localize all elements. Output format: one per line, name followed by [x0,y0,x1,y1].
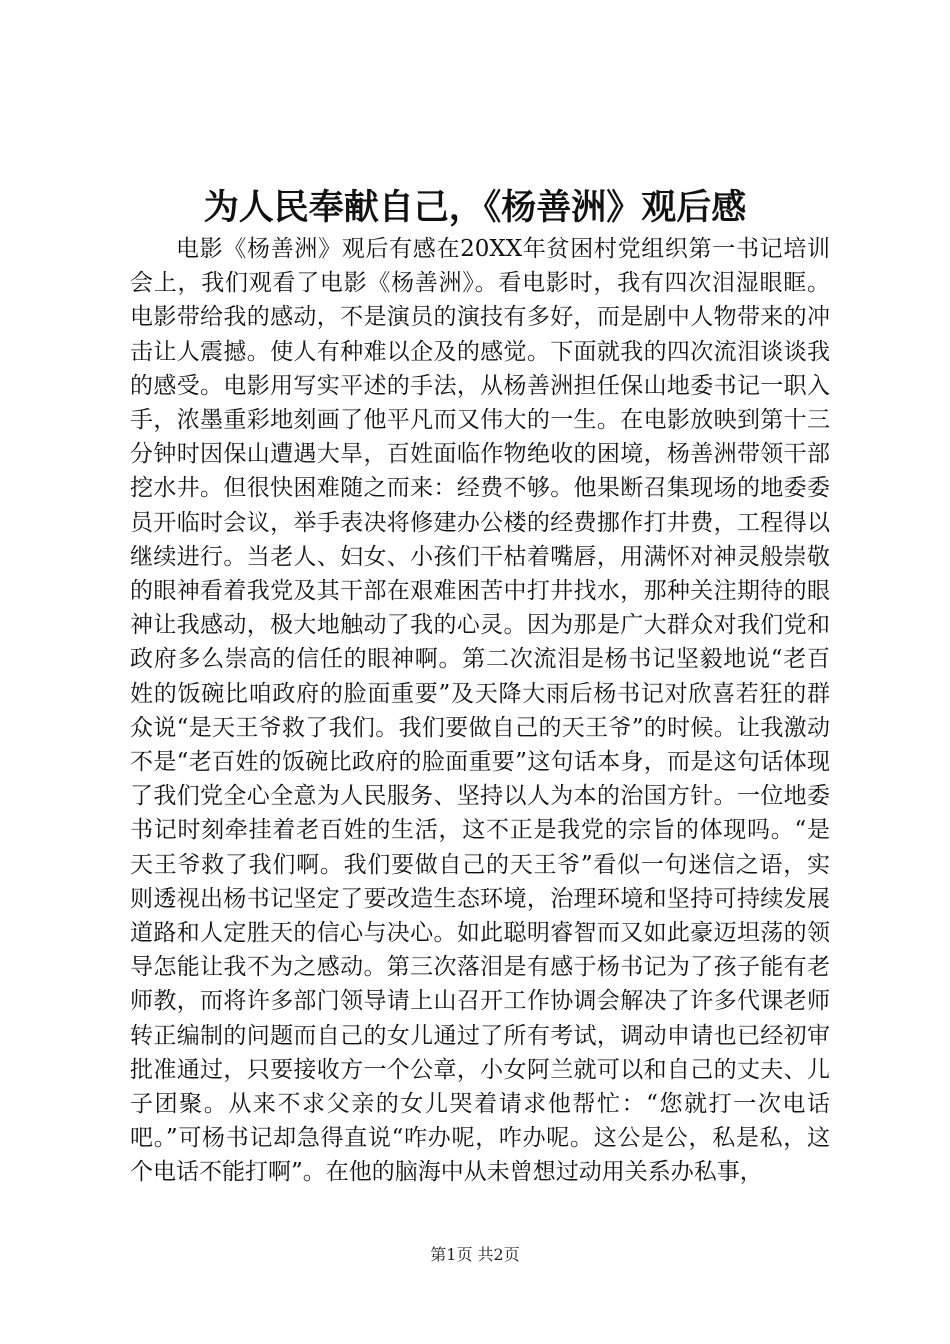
document-title: 为人民奉献自己，《杨善洲》观后感 [203,187,747,228]
page-number-footer: 第1页 共2页 [430,1245,520,1264]
document-body-paragraph: 电影《杨善洲》观后有感在20XX年贫困村党组织第一书记培训会上，我们观看了电影《杨善洲》。看电影时，我有四次泪湿眼眶。电影带给我的感动，不是演员的演技有多好，而是剧中人物带来的冲击让人震撼。使人有种难以企及的感觉。下面就我的四次流泪谈谈我的感受。电影用写实平述的手法，从杨善洲担任保山地委书记一职入手，浓墨重彩地刻画了他平凡而又伟大的一生。在电影放映到第十三分钟时因保山遭遇大旱，百姓面临作物绝收的困境，杨善洲带领干部挖水井。但很快困难随之而来：经费不够。他果断召集现场的地委委员开临时会议，举手表决将修建办公楼的经费挪作打井费，工程得以继续进行。当老人、妇女、小孩们干枯着嘴唇，用满怀对神灵般崇敬的眼神看着我党及其干部在艰难困苦中打井找水，那种关注期待的眼神让我感动，极大地触动了我的心灵。因为那是广大群众对我们党和政府多么崇高的信任的眼神啊。第二次流泪是杨书记坚毅地说“老百姓的饭碗比咱政府的脸面重要”及天降大雨后杨书记对欣喜若狂的群众说“是天王爷救了我们。我们要做自己的天王爷”的时候。让我激动不是“老百姓的饭碗比政府的脸面重要”这句话本身，而是这句话体现了我们党全心全意为人民服务、坚持以人为本的治国方针。一位地委书记时刻牵挂着老百姓的生活，这不正是我党的宗旨的体现吗。“是天王爷救了我们啊。我们要做自己的天王爷”看似一句迷信之语，实则透视出杨书记坚定了要改造生态环境，治理环境和坚持可持续发展道路和人定胜天的信心与决心。如此聪明睿智而又如此豪迈坦荡的领导怎能让我不为之感动。第三次落泪是有感于杨书记为了孩子能有老师教，而将许多部门领导请上山召开工作协调会解决了许多代课老师转正编制的问题而自己的女儿通过了所有考试，调动申请也已经初审批准通过，只要接收方一个公章，小女阿兰就可以和自己的丈夫、儿子团聚。从来不求父亲的女儿哭着请求他帮忙：“您就打一次电话吧。”可杨书记却急得直说“咋办呢，咋办呢。这公是公，私是私，这个电话不能打啊”。在他的脑海中从未曾想过动用关系办私事， [130,236,830,1186]
